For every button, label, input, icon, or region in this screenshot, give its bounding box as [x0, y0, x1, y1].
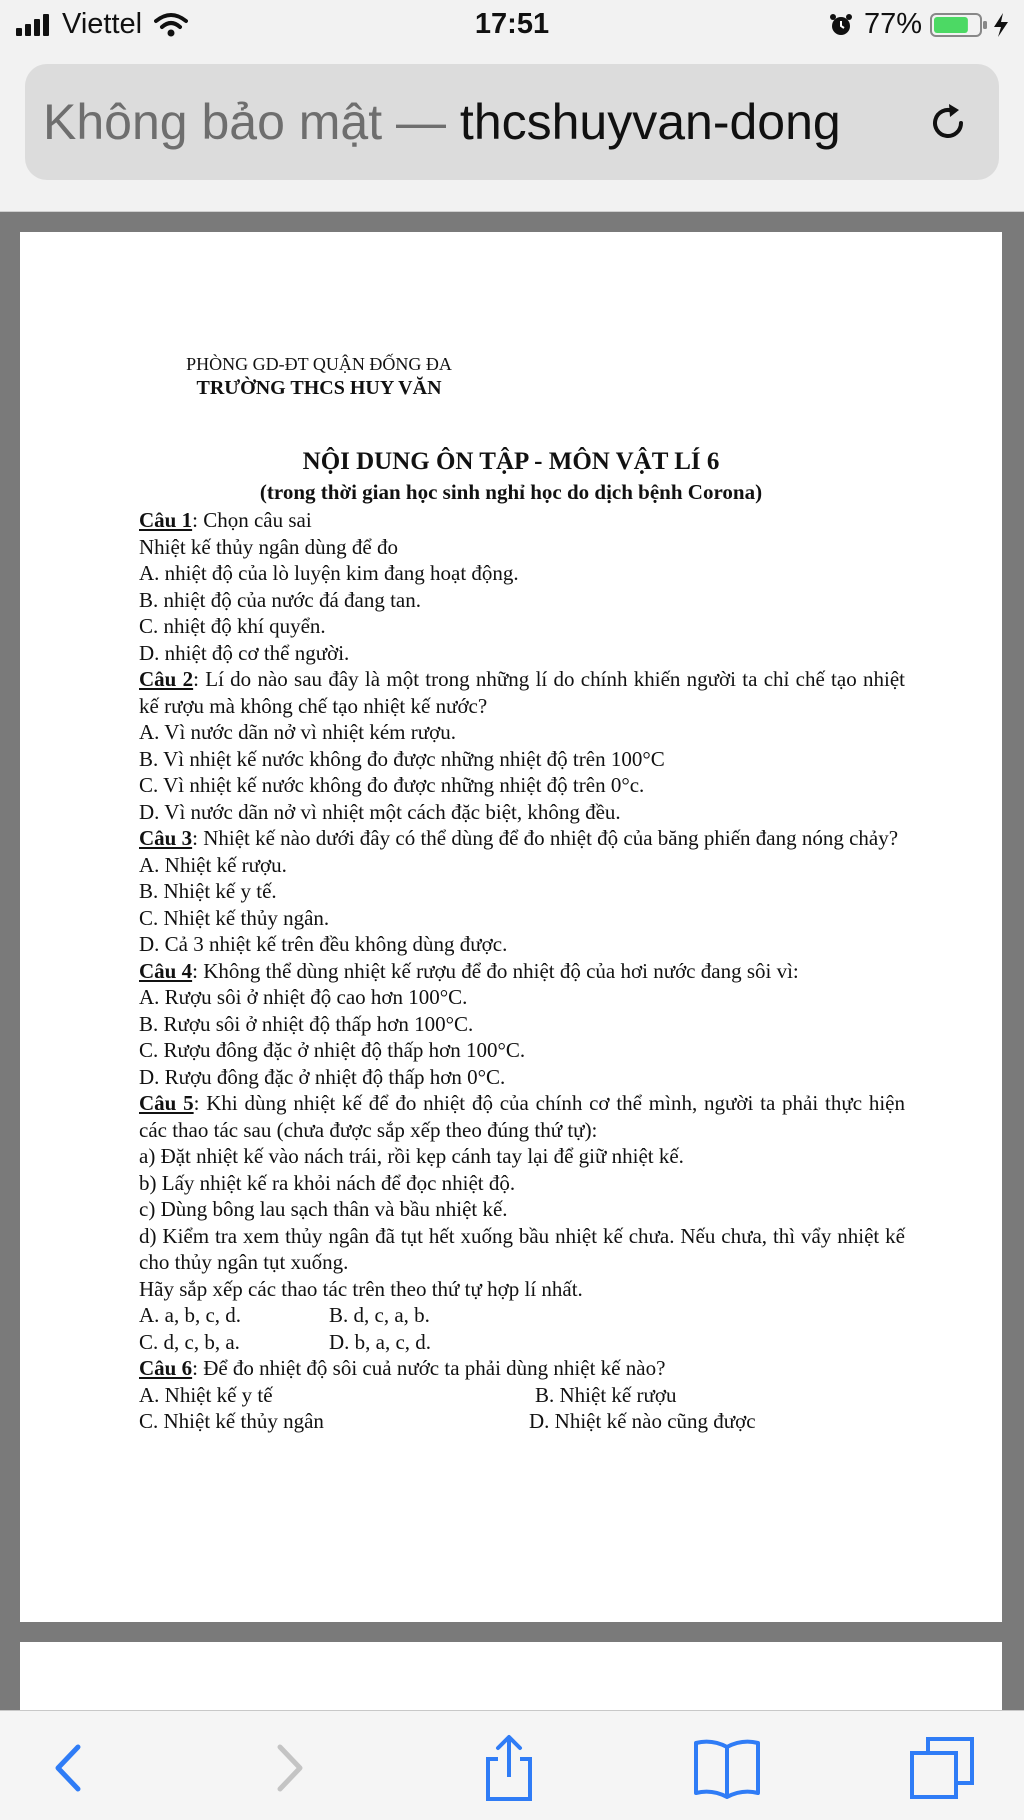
answer-option: A. nhiệt độ của lò luyện kim đang hoạt động.	[139, 561, 519, 585]
question-text: : Chọn câu sai	[192, 508, 312, 532]
question-label: Câu 4	[139, 958, 193, 983]
pdf-page	[20, 232, 1002, 1622]
answer-row	[139, 1302, 905, 1329]
url-domain: thcshuyvan-dong	[459, 94, 841, 150]
department-name: PHÒNG GD-ĐT QUẬN ĐỐNG ĐA	[186, 354, 452, 374]
answer-option: A. Rượu sôi ở nhiệt độ cao hơn 100°C.	[139, 985, 468, 1009]
answer-option: D. Cả 3 nhiệt kế trên đều không dùng được.	[139, 932, 508, 956]
carrier-name: Viettel	[62, 8, 143, 40]
answer-option: C. d, c, b, a.	[139, 1329, 240, 1354]
step-item: d) Kiểm tra xem thủy ngân đã tụt hết xuống bầu nhiệt kế chưa. Nếu chưa, thì vẩy nhiệt kế cho thủy ngân tụt xuống.	[139, 1223, 905, 1274]
answer-option: B. Nhiệt kế y tế.	[139, 879, 277, 903]
question-label: Câu 5	[139, 1091, 194, 1115]
step-item: b) Lấy nhiệt kế ra khỏi nách để đọc nhiệt độ.	[139, 1170, 516, 1195]
answer-option: A. a, b, c, d.	[139, 1303, 242, 1327]
question-ask: Hãy sắp xếp các thao tác trên theo thứ tự hợp lí nhất.	[139, 1276, 583, 1301]
answer-option: A. Nhiệt kế rượu.	[139, 852, 287, 877]
answer-option: B. nhiệt độ của nước đá đang tan.	[139, 587, 421, 612]
question-text: : Nhiệt kế nào dưới đây có thể dùng để đo nhiệt độ của băng phiến đang nóng chảy?	[192, 826, 899, 850]
step-item: c) Dùng bông lau sạch thân và bầu nhiệt kế.	[139, 1197, 508, 1221]
back-icon[interactable]	[36, 1733, 106, 1803]
reload-icon[interactable]	[923, 98, 973, 148]
answer-option: D. Nhiệt kế nào cũng được	[529, 1409, 756, 1433]
answer-option: C. Vì nhiệt kế nước không đo được những nhiệt độ trên 0°c.	[139, 773, 645, 797]
security-label: Không bảo mật —	[43, 94, 460, 150]
battery-icon	[930, 12, 988, 38]
address-text[interactable]	[43, 92, 913, 152]
question-text: : Lí do nào sau đây là một trong những lí do chính khiến người ta chỉ chế tạo nhiệt kế rượu mà không chế tạo nhiệt kế nước?	[139, 667, 905, 718]
charging-icon	[992, 12, 1010, 38]
answer-option: B. d, c, a, b.	[329, 1303, 430, 1327]
answer-option: C. Rượu đông đặc ở nhiệt độ thấp hơn 100°C.	[139, 1038, 526, 1062]
answer-row	[139, 1408, 905, 1435]
question-text: : Khi dùng nhiệt kế để đo nhiệt độ của chính cơ thể mình, người ta phải thực hiện các thao tác sau (chưa được sắp xếp theo đúng thứ tự):	[139, 1091, 905, 1142]
question-2	[139, 666, 905, 719]
answer-option: C. Nhiệt kế thủy ngân	[139, 1409, 324, 1433]
answer-row	[139, 1329, 905, 1356]
tabs-icon[interactable]	[908, 1733, 978, 1803]
answer-option: B. Rượu sôi ở nhiệt độ thấp hơn 100°C.	[139, 1011, 474, 1036]
answer-option: C. Nhiệt kế thủy ngân.	[139, 905, 330, 930]
answer-option: A. Nhiệt kế y tế	[139, 1382, 273, 1407]
question-5	[139, 1090, 905, 1143]
question-text: : Không thể dùng nhiệt kế rượu để đo nhiệt độ của hơi nước đang sôi vì:	[192, 958, 799, 983]
alarm-icon	[828, 12, 854, 38]
question-text: : Để đo nhiệt độ sôi cuả nước ta phải dùng nhiệt kế nào?	[192, 1356, 666, 1380]
bookmarks-icon[interactable]	[692, 1733, 762, 1803]
answer-option: B. Vì nhiệt kế nước không đo được những nhiệt độ trên 100°C	[139, 746, 665, 771]
doc-title: NỘI DUNG ÔN TẬP - MÔN VẬT LÍ 6	[302, 448, 720, 475]
doc-body	[139, 507, 905, 1435]
step-item: a) Đặt nhiệt kế vào nách trái, rồi kẹp cánh tay lại để giữ nhiệt kế.	[139, 1144, 684, 1168]
question-label: Câu 2	[139, 667, 194, 691]
status-right	[828, 8, 1010, 41]
answer-option: D. Vì nước dãn nở vì nhiệt một cách đặc biệt, không đều.	[139, 799, 621, 824]
answer-option: D. nhiệt độ cơ thể người.	[139, 640, 350, 665]
answer-option: A. Vì nước dãn nở vì nhiệt kém rượu.	[139, 720, 456, 744]
address-bar[interactable]	[25, 64, 999, 180]
question-label: Câu 3	[139, 826, 193, 850]
doc-header	[168, 352, 470, 400]
share-icon[interactable]	[474, 1733, 544, 1803]
question-3	[139, 825, 905, 852]
browser-toolbar	[0, 1710, 1024, 1820]
answer-option: D. Rượu đông đặc ở nhiệt độ thấp hơn 0°C.	[139, 1064, 506, 1089]
answer-option: D. b, a, c, d.	[329, 1329, 432, 1354]
question-1	[139, 507, 905, 534]
browser-header	[0, 52, 1024, 212]
answer-option: B. Nhiệt kế rượu	[535, 1382, 677, 1407]
forward-icon[interactable]	[252, 1733, 322, 1803]
question-6	[139, 1355, 905, 1382]
battery-percent: 77%	[863, 8, 922, 40]
question-label: Câu 6	[139, 1356, 193, 1380]
school-name: TRƯỜNG THCS HUY VĂN	[196, 377, 442, 399]
question-stem: Nhiệt kế thủy ngân dùng để đo	[139, 534, 398, 559]
question-label: Câu 1	[139, 508, 193, 532]
doc-subtitle: (trong thời gian học sinh nghỉ học do dịch bệnh Corona)	[259, 480, 763, 504]
status-time: 17:51	[474, 8, 550, 40]
status-bar	[0, 0, 1024, 52]
answer-option: C. nhiệt độ khí quyển.	[139, 614, 326, 638]
answer-row	[139, 1382, 905, 1409]
doc-title-block	[20, 446, 1002, 506]
question-4	[139, 958, 905, 985]
